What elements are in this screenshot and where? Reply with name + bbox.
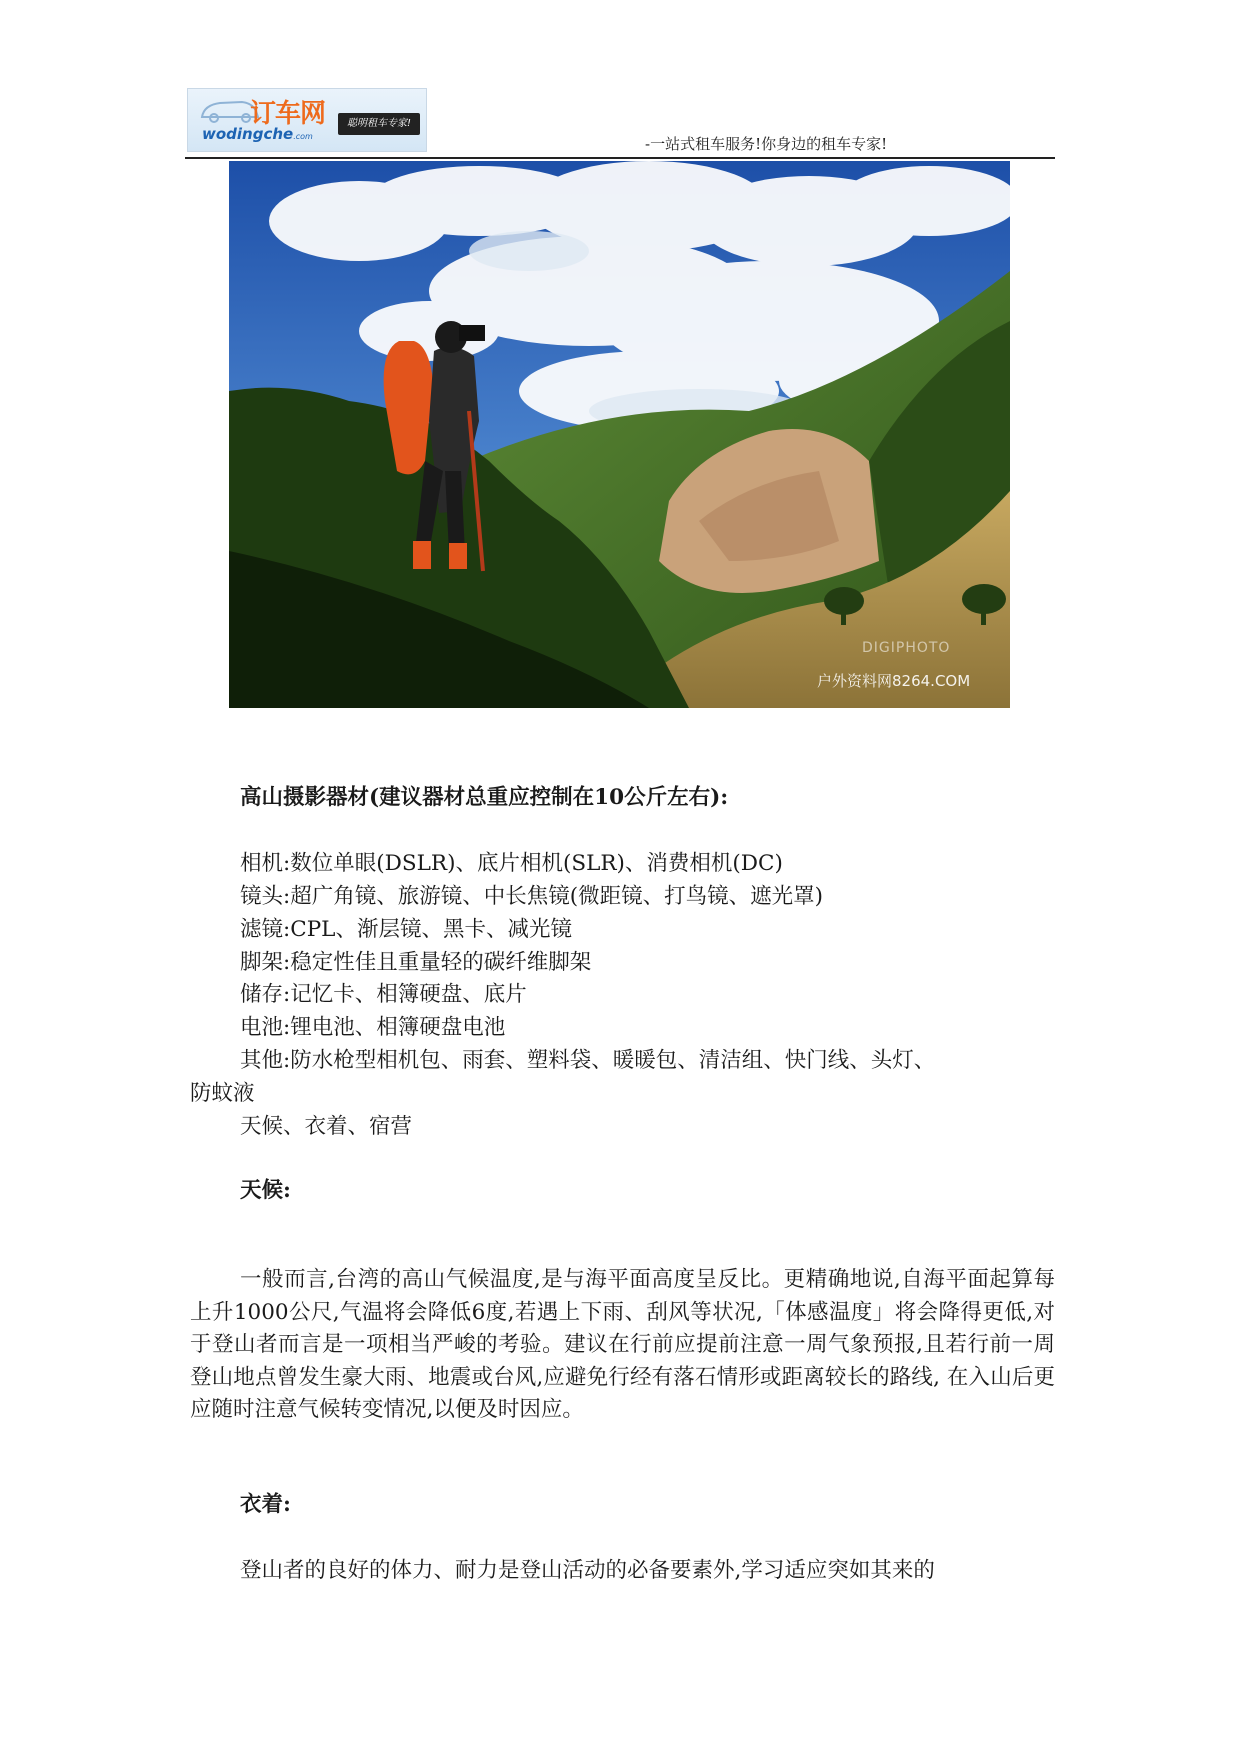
site-logo[interactable] <box>187 88 427 152</box>
topics-line: 天候、衣着、宿营 <box>240 1114 413 1139</box>
logo-chinese-name: 订车网 <box>250 99 326 129</box>
logo-english-name: wodingche.com <box>202 125 313 143</box>
equipment-item: 镜头:超广角镜、旅游镜、中长焦镜(微距镜、打鸟镜、遮光罩) <box>240 884 824 909</box>
equipment-item: 电池:锂电池、相簿硬盘电池 <box>240 1015 506 1040</box>
photo-watermark-top: DIGIPHOTO <box>862 640 951 656</box>
equipment-item: 滤镜:CPL、渐层镜、黑卡、减光镜 <box>240 917 572 942</box>
weather-paragraph: 一般而言,台湾的高山气候温度,是与海平面高度呈反比。更精确地说,自海平面起算每上升1000公尺,气温将会降低6度,若遇上下雨、刮风等状况,「体感温度」将会降得更低,对于登山者而言是一项相当严峻的考验。建议在行前应提前注意一周气象预报,且若行前一周登山地点曾发生豪大雨、地震或台风,应避免行经有落石情形或距离较长的路线, 在入山后更应随时注意气候转变情况,以便及时因应。 <box>190 1267 1055 1423</box>
header-divider <box>185 157 1055 159</box>
equipment-item-other-continued: 防蚊液 <box>190 1081 255 1106</box>
equipment-item: 储存:记忆卡、相簿硬盘、底片 <box>240 982 527 1007</box>
equipment-item-other: 其他:防水枪型相机包、雨套、塑料袋、暖暖包、清洁组、快门线、头灯、 <box>240 1048 936 1073</box>
logo-slogan: 聪明租车专家! <box>338 113 420 135</box>
clothing-heading: 衣着: <box>240 1492 291 1517</box>
clothing-paragraph: 登山者的良好的体力、耐力是登山活动的必备要素外,学习适应突如其来的 <box>240 1558 935 1583</box>
header-tagline: -一站式租车服务!你身边的租车专家! <box>645 135 888 153</box>
weather-heading: 天候: <box>240 1178 291 1203</box>
equipment-item: 相机:数位单眼(DSLR)、底片相机(SLR)、消费相机(DC) <box>240 851 783 876</box>
mountain-photographer-photo <box>229 161 1010 708</box>
photo-watermark-bottom: 户外资料网8264.COM <box>817 672 971 690</box>
equipment-item: 脚架:稳定性佳且重量轻的碳纤维脚架 <box>240 950 592 975</box>
equipment-heading: 高山摄影器材(建议器材总重应控制在10公斤左右): <box>240 785 729 810</box>
